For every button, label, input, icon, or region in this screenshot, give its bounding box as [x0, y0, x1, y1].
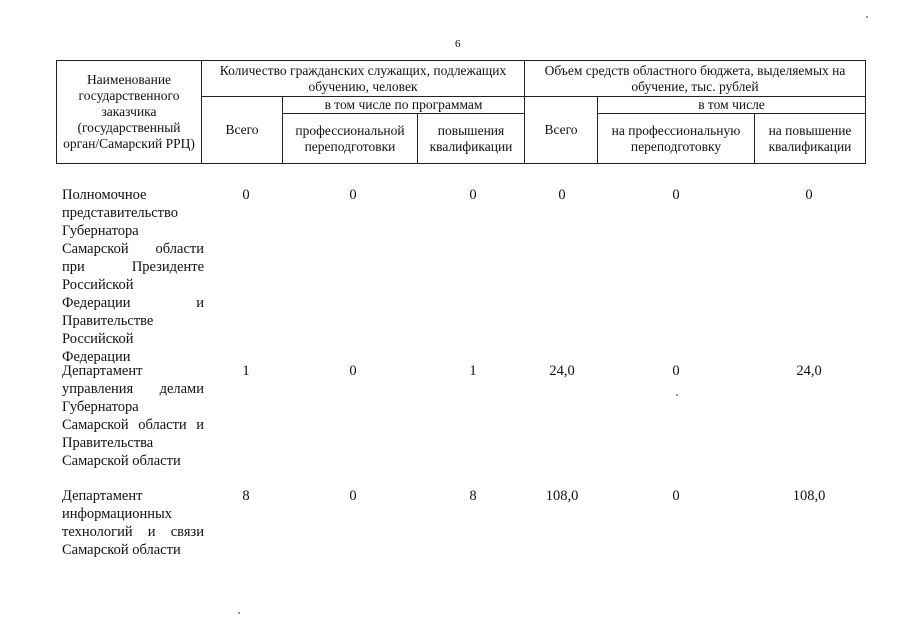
row-budget-qual: 108,0: [792, 488, 826, 504]
row-prof-retraining: 0: [349, 363, 357, 379]
scan-speck: [238, 612, 240, 614]
header-budget-prof: на профессиональную переподготовку: [598, 114, 755, 164]
row-budget-prof: 0: [672, 488, 680, 504]
row-prof-retraining: 0: [349, 488, 357, 504]
header-employees-group: Количество гражданских служащих, подлежащих обучению, человек: [202, 61, 525, 97]
row-total: 8: [242, 488, 250, 504]
page-number: 6: [455, 38, 461, 50]
header-incl-label: в том числе: [598, 97, 866, 114]
row-qual-upgrade: 8: [469, 488, 477, 504]
header-employees-total: Всего: [202, 97, 283, 164]
row-customer-name: Департамент информационных технологий и связи Самарской области: [62, 488, 204, 558]
row-budget-qual: 0: [805, 187, 813, 203]
row-budget-qual: 24,0: [796, 363, 822, 379]
row-qual-upgrade: 1: [469, 363, 477, 379]
header-customer-name: Наименование государственного заказчика (государственный орган/Самарский РРЦ): [57, 61, 202, 164]
row-customer-name: Департамент управления делами Губернатора Самарской области и Правительства Самарской области: [62, 363, 204, 469]
row-budget-prof: 0: [672, 187, 680, 203]
row-total: 0: [242, 187, 250, 203]
row-prof-retraining: 0: [349, 187, 357, 203]
row-budget-prof: 0: [672, 363, 680, 379]
row-total: 1: [242, 363, 250, 379]
row-customer-name: Полномочное представительство Губернатора Самарской области при Президенте Российской Федерации и Правительстве Российской Федерации: [62, 187, 204, 365]
row-budget-total: 24,0: [549, 363, 575, 379]
row-qual-upgrade: 0: [469, 187, 477, 203]
row-budget-total: 108,0: [545, 488, 579, 504]
header-budget-qual: на повышение квалификации: [755, 114, 866, 164]
header-prof-retraining: профессиональной переподготовки: [283, 114, 418, 164]
scan-speck: [676, 394, 678, 396]
header-budget-total: Всего: [525, 97, 598, 164]
table-header: [56, 60, 866, 164]
header-programs-label: в том числе по программам: [283, 97, 525, 114]
scan-speck: [866, 16, 868, 18]
header-budget-group: Объем средств областного бюджета, выделяемых на обучение, тыс. рублей: [525, 61, 866, 97]
header-qual-upgrade: повышения квалификации: [418, 114, 525, 164]
row-budget-total: 0: [558, 187, 566, 203]
